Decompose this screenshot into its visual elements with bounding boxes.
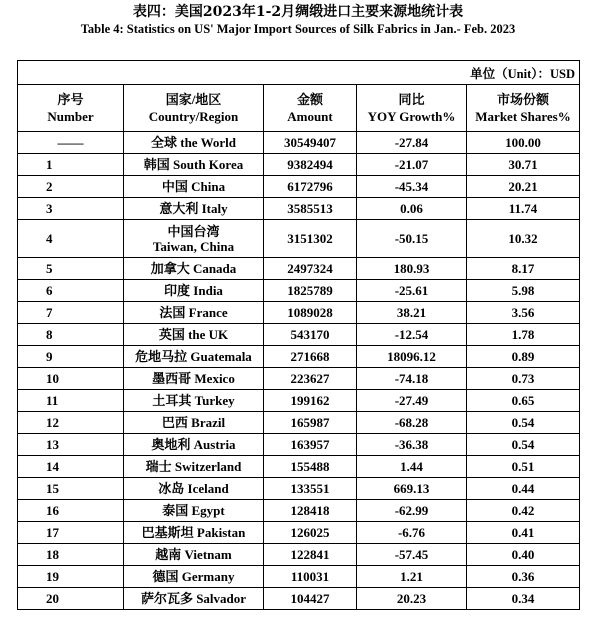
header-country-en: Country/Region <box>148 109 239 124</box>
cell-number: 18 <box>18 544 124 566</box>
header-amount-en: Amount <box>287 109 333 124</box>
cell-share: 20.21 <box>467 176 580 198</box>
table-row <box>18 346 580 368</box>
table-row <box>18 566 580 588</box>
cell-amount: 223627 <box>264 368 357 390</box>
cell-country: 加拿大 Canada <box>124 258 264 280</box>
unit-row <box>18 61 580 85</box>
table-row <box>18 544 580 566</box>
cell-yoy: 669.13 <box>357 478 467 500</box>
cell-number: 3 <box>18 198 124 220</box>
header-amount <box>264 85 357 132</box>
header-number-cn: 序号 <box>57 92 84 107</box>
cell-yoy: -27.84 <box>357 132 467 154</box>
cell-country: 奥地利 Austria <box>124 434 264 456</box>
cell-number: 8 <box>18 324 124 346</box>
cell-number: 10 <box>18 368 124 390</box>
cell-share: 0.89 <box>467 346 580 368</box>
cell-country: 法国 France <box>124 302 264 324</box>
cell-yoy: 38.21 <box>357 302 467 324</box>
cell-yoy: 1.21 <box>357 566 467 588</box>
cell-country: 全球 the World <box>124 132 264 154</box>
cell-amount: 163957 <box>264 434 357 456</box>
cell-country: 萨尔瓦多 Salvador <box>124 588 264 610</box>
header-country-cn: 国家/地区 <box>165 92 222 107</box>
cell-country: 瑞士 Switzerland <box>124 456 264 478</box>
cell-number: 5 <box>18 258 124 280</box>
cell-share: 1.78 <box>467 324 580 346</box>
cell-share: 0.44 <box>467 478 580 500</box>
table-row <box>18 176 580 198</box>
cell-yoy: -62.99 <box>357 500 467 522</box>
table-row <box>18 478 580 500</box>
cell-share: 0.54 <box>467 412 580 434</box>
title-english: Table 4: Statistics on US' Major Import Sources of Silk Fabrics in Jan.- Feb. 2023 <box>80 22 516 36</box>
cell-country: 危地马拉 Guatemala <box>124 346 264 368</box>
cell-country: 印度 India <box>124 280 264 302</box>
cell-amount: 9382494 <box>264 154 357 176</box>
cell-yoy: -74.18 <box>357 368 467 390</box>
table-row <box>18 198 580 220</box>
cell-country: 英国 the UK <box>124 324 264 346</box>
cell-share: 0.65 <box>467 390 580 412</box>
cell-country: 德国 Germany <box>124 566 264 588</box>
cell-country: 越南 Vietnam <box>124 544 264 566</box>
cell-yoy: -57.45 <box>357 544 467 566</box>
header-share-en: Market Shares% <box>475 109 571 124</box>
cell-yoy: -45.34 <box>357 176 467 198</box>
cell-amount: 126025 <box>264 522 357 544</box>
cell-amount: 128418 <box>264 500 357 522</box>
title-block <box>0 0 596 38</box>
cell-number: 19 <box>18 566 124 588</box>
cell-number: 16 <box>18 500 124 522</box>
cell-number: 12 <box>18 412 124 434</box>
table-row <box>18 220 580 258</box>
cell-number: 9 <box>18 346 124 368</box>
title-chinese: 表四：美国2023年1-2月绸缎进口主要来源地统计表 <box>132 4 464 20</box>
cell-country: 墨西哥 Mexico <box>124 368 264 390</box>
cell-share: 100.00 <box>467 132 580 154</box>
table-row <box>18 258 580 280</box>
cell-amount: 271668 <box>264 346 357 368</box>
cell-country: 土耳其 Turkey <box>124 390 264 412</box>
cell-country: 巴基斯坦 Pakistan <box>124 522 264 544</box>
cell-share: 5.98 <box>467 280 580 302</box>
cell-amount: 543170 <box>264 324 357 346</box>
cell-country-line2: Taiwan, China <box>152 238 235 254</box>
cell-number: 11 <box>18 390 124 412</box>
header-amount-cn: 金额 <box>296 92 323 107</box>
table-row <box>18 280 580 302</box>
cell-country: 冰岛 Iceland <box>124 478 264 500</box>
cell-yoy: -6.76 <box>357 522 467 544</box>
cell-amount: 110031 <box>264 566 357 588</box>
import-sources-table <box>17 60 580 610</box>
header-yoy-cn: 同比 <box>398 92 425 107</box>
cell-country: 韩国 South Korea <box>124 154 264 176</box>
cell-yoy: 20.23 <box>357 588 467 610</box>
cell-amount: 30549407 <box>264 132 357 154</box>
cell-share: 10.32 <box>467 220 580 258</box>
cell-number: 17 <box>18 522 124 544</box>
cell-number: 7 <box>18 302 124 324</box>
table-row <box>18 456 580 478</box>
table-row <box>18 324 580 346</box>
table-row <box>18 390 580 412</box>
cell-share: 0.34 <box>467 588 580 610</box>
cell-share: 8.17 <box>467 258 580 280</box>
cell-share: 0.42 <box>467 500 580 522</box>
cell-amount: 199162 <box>264 390 357 412</box>
cell-country-line1: 中国台湾 <box>167 223 220 239</box>
cell-amount: 3151302 <box>264 220 357 258</box>
cell-share: 0.73 <box>467 368 580 390</box>
table-row <box>18 434 580 456</box>
cell-amount: 104427 <box>264 588 357 610</box>
cell-yoy: 180.93 <box>357 258 467 280</box>
cell-share: 0.54 <box>467 434 580 456</box>
cell-share: 0.40 <box>467 544 580 566</box>
header-row <box>18 85 580 132</box>
header-number-en: Number <box>47 109 94 124</box>
cell-country: 泰国 Egypt <box>124 500 264 522</box>
cell-number: 4 <box>18 220 124 258</box>
table-row <box>18 522 580 544</box>
cell-yoy: 0.06 <box>357 198 467 220</box>
cell-amount: 2497324 <box>264 258 357 280</box>
cell-amount: 3585513 <box>264 198 357 220</box>
header-country <box>124 85 264 132</box>
table-row-world <box>18 132 580 154</box>
cell-yoy: -27.49 <box>357 390 467 412</box>
cell-number: 15 <box>18 478 124 500</box>
cell-share: 0.41 <box>467 522 580 544</box>
cell-number: 2 <box>18 176 124 198</box>
table-row <box>18 154 580 176</box>
cell-amount: 1825789 <box>264 280 357 302</box>
cell-amount: 6172796 <box>264 176 357 198</box>
cell-yoy: 18096.12 <box>357 346 467 368</box>
header-yoy <box>357 85 467 132</box>
cell-country: 中国 China <box>124 176 264 198</box>
cell-number: 13 <box>18 434 124 456</box>
cell-yoy: -21.07 <box>357 154 467 176</box>
table-row <box>18 500 580 522</box>
cell-amount: 165987 <box>264 412 357 434</box>
cell-country: 意大利 Italy <box>124 198 264 220</box>
cell-share: 3.56 <box>467 302 580 324</box>
cell-yoy: 1.44 <box>357 456 467 478</box>
cell-country <box>124 220 264 258</box>
cell-amount: 1089028 <box>264 302 357 324</box>
cell-amount: 155488 <box>264 456 357 478</box>
cell-share: 11.74 <box>467 198 580 220</box>
cell-number: 6 <box>18 280 124 302</box>
cell-yoy: -36.38 <box>357 434 467 456</box>
header-share <box>467 85 580 132</box>
cell-number: 14 <box>18 456 124 478</box>
cell-yoy: -25.61 <box>357 280 467 302</box>
cell-amount: 122841 <box>264 544 357 566</box>
cell-number: —— <box>18 132 124 154</box>
cell-number: 1 <box>18 154 124 176</box>
header-number <box>18 85 124 132</box>
header-share-cn: 市场份额 <box>497 92 550 107</box>
table-row <box>18 302 580 324</box>
cell-share: 0.51 <box>467 456 580 478</box>
cell-share: 30.71 <box>467 154 580 176</box>
cell-share: 0.36 <box>467 566 580 588</box>
unit-label: 单位（Unit）：USD <box>18 61 580 85</box>
cell-yoy: -68.28 <box>357 412 467 434</box>
table-row <box>18 368 580 390</box>
cell-number: 20 <box>18 588 124 610</box>
header-yoy-en: YOY Growth% <box>367 109 456 124</box>
cell-yoy: -12.54 <box>357 324 467 346</box>
cell-country: 巴西 Brazil <box>124 412 264 434</box>
table-row <box>18 588 580 610</box>
table-row <box>18 412 580 434</box>
cell-yoy: -50.15 <box>357 220 467 258</box>
cell-amount: 133551 <box>264 478 357 500</box>
